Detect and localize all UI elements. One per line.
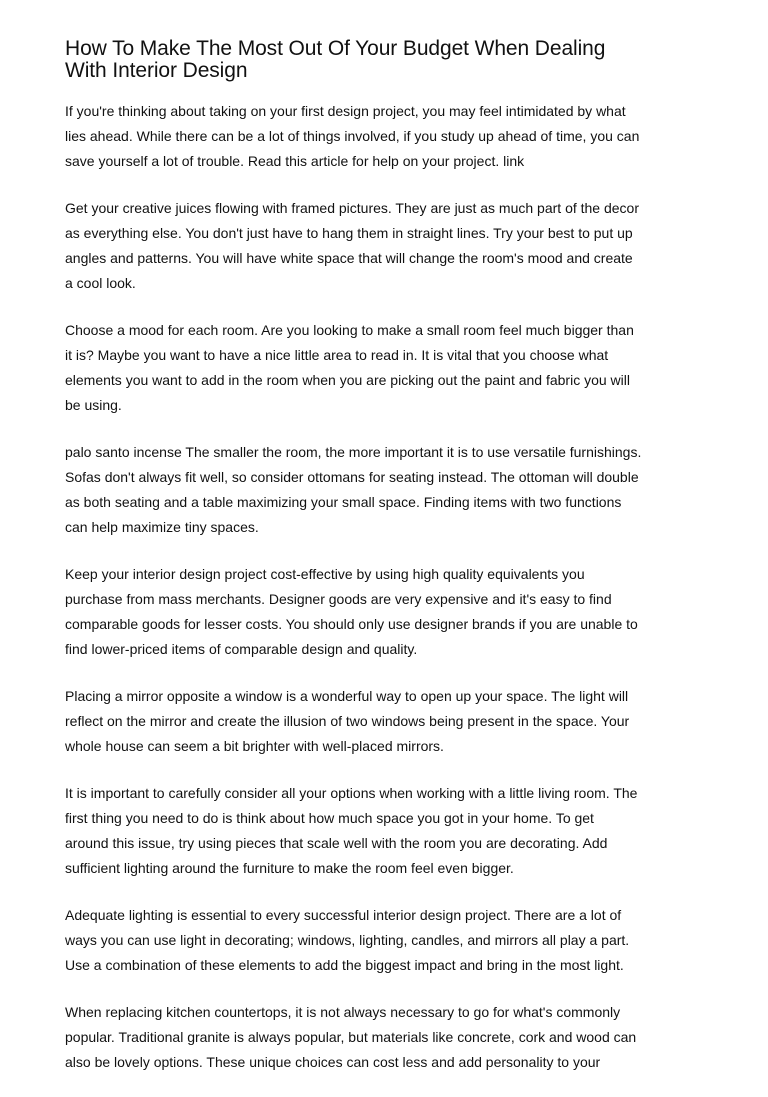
text-line: popular. Traditional granite is always popular, but materials like concrete, cork and wood can [65, 1029, 637, 1045]
text-line: Use a combination of these elements to add the biggest impact and bring in the most light. [65, 957, 624, 973]
text-line: Get your creative juices flowing with framed pictures. They are just as much part of the decor [65, 200, 639, 216]
text-line: be using. [65, 397, 122, 413]
text-line: a cool look. [65, 275, 136, 291]
text-line: angles and patterns. You will have white space that will change the room's mood and create [65, 250, 633, 266]
text-line: comparable goods for lesser costs. You should only use designer brands if you are unable to [65, 616, 638, 632]
text-line: Choose a mood for each room. Are you looking to make a small room feel much bigger than [65, 322, 634, 338]
text-line: ways you can use light in decorating; windows, lighting, candles, and mirrors all play a part. [65, 932, 630, 948]
paragraph [65, 1000, 715, 1075]
paragraph [65, 318, 715, 418]
text-line: as everything else. You don't just have to hang them in straight lines. Try your best to put up [65, 225, 633, 241]
text-line: lies ahead. While there can be a lot of things involved, if you study up ahead of time, you can [65, 128, 640, 144]
paragraph [65, 684, 715, 759]
text-line: purchase from mass merchants. Designer goods are very expensive and it's easy to find [65, 591, 612, 607]
text-line: whole house can seem a bit brighter with well-placed mirrors. [65, 738, 444, 754]
document-title [65, 38, 715, 82]
title-line: With Interior Design [65, 59, 248, 82]
text-line: When replacing kitchen countertops, it is not always necessary to go for what's commonly [65, 1004, 621, 1020]
paragraph [65, 196, 715, 296]
text-line: around this issue, try using pieces that scale well with the room you are decorating. Add [65, 835, 608, 851]
text-line: it is? Maybe you want to have a nice little area to read in. It is vital that you choose what [65, 347, 609, 363]
text-line: as both seating and a table maximizing your small space. Finding items with two functions [65, 494, 622, 510]
title-line: How To Make The Most Out Of Your Budget When Dealing [65, 37, 606, 60]
text-line: Adequate lighting is essential to every successful interior design project. There are a lot of [65, 907, 622, 923]
text-line: Placing a mirror opposite a window is a wonderful way to open up your space. The light will [65, 688, 629, 704]
text-line: find lower-priced items of comparable design and quality. [65, 641, 418, 657]
text-line: reflect on the mirror and create the illusion of two windows being present in the space. Your [65, 713, 630, 729]
document-page [65, 38, 715, 1097]
text-line: Sofas don't always fit well, so consider ottomans for seating instead. The ottoman will double [65, 469, 639, 485]
text-line: It is important to carefully consider all your options when working with a little living room. The [65, 785, 638, 801]
text-line: Keep your interior design project cost-effective by using high quality equivalents you [65, 566, 585, 582]
text-line: can help maximize tiny spaces. [65, 519, 259, 535]
paragraph [65, 562, 715, 662]
paragraph [65, 903, 715, 978]
text-line: If you're thinking about taking on your first design project, you may feel intimidated by what [65, 103, 626, 119]
text-line: palo santo incense The smaller the room, the more important it is to use versatile furnishings. [65, 444, 642, 460]
text-line: sufficient lighting around the furniture to make the room feel even bigger. [65, 860, 514, 876]
text-line: first thing you need to do is think about how much space you got in your home. To get [65, 810, 594, 826]
text-line: also be lovely options. These unique choices can cost less and add personality to your [65, 1054, 601, 1070]
paragraph [65, 781, 715, 881]
text-line: elements you want to add in the room when you are picking out the paint and fabric you will [65, 372, 630, 388]
text-line: save yourself a lot of trouble. Read this article for help on your project. link [65, 153, 525, 169]
paragraph [65, 99, 715, 174]
paragraph [65, 440, 715, 540]
